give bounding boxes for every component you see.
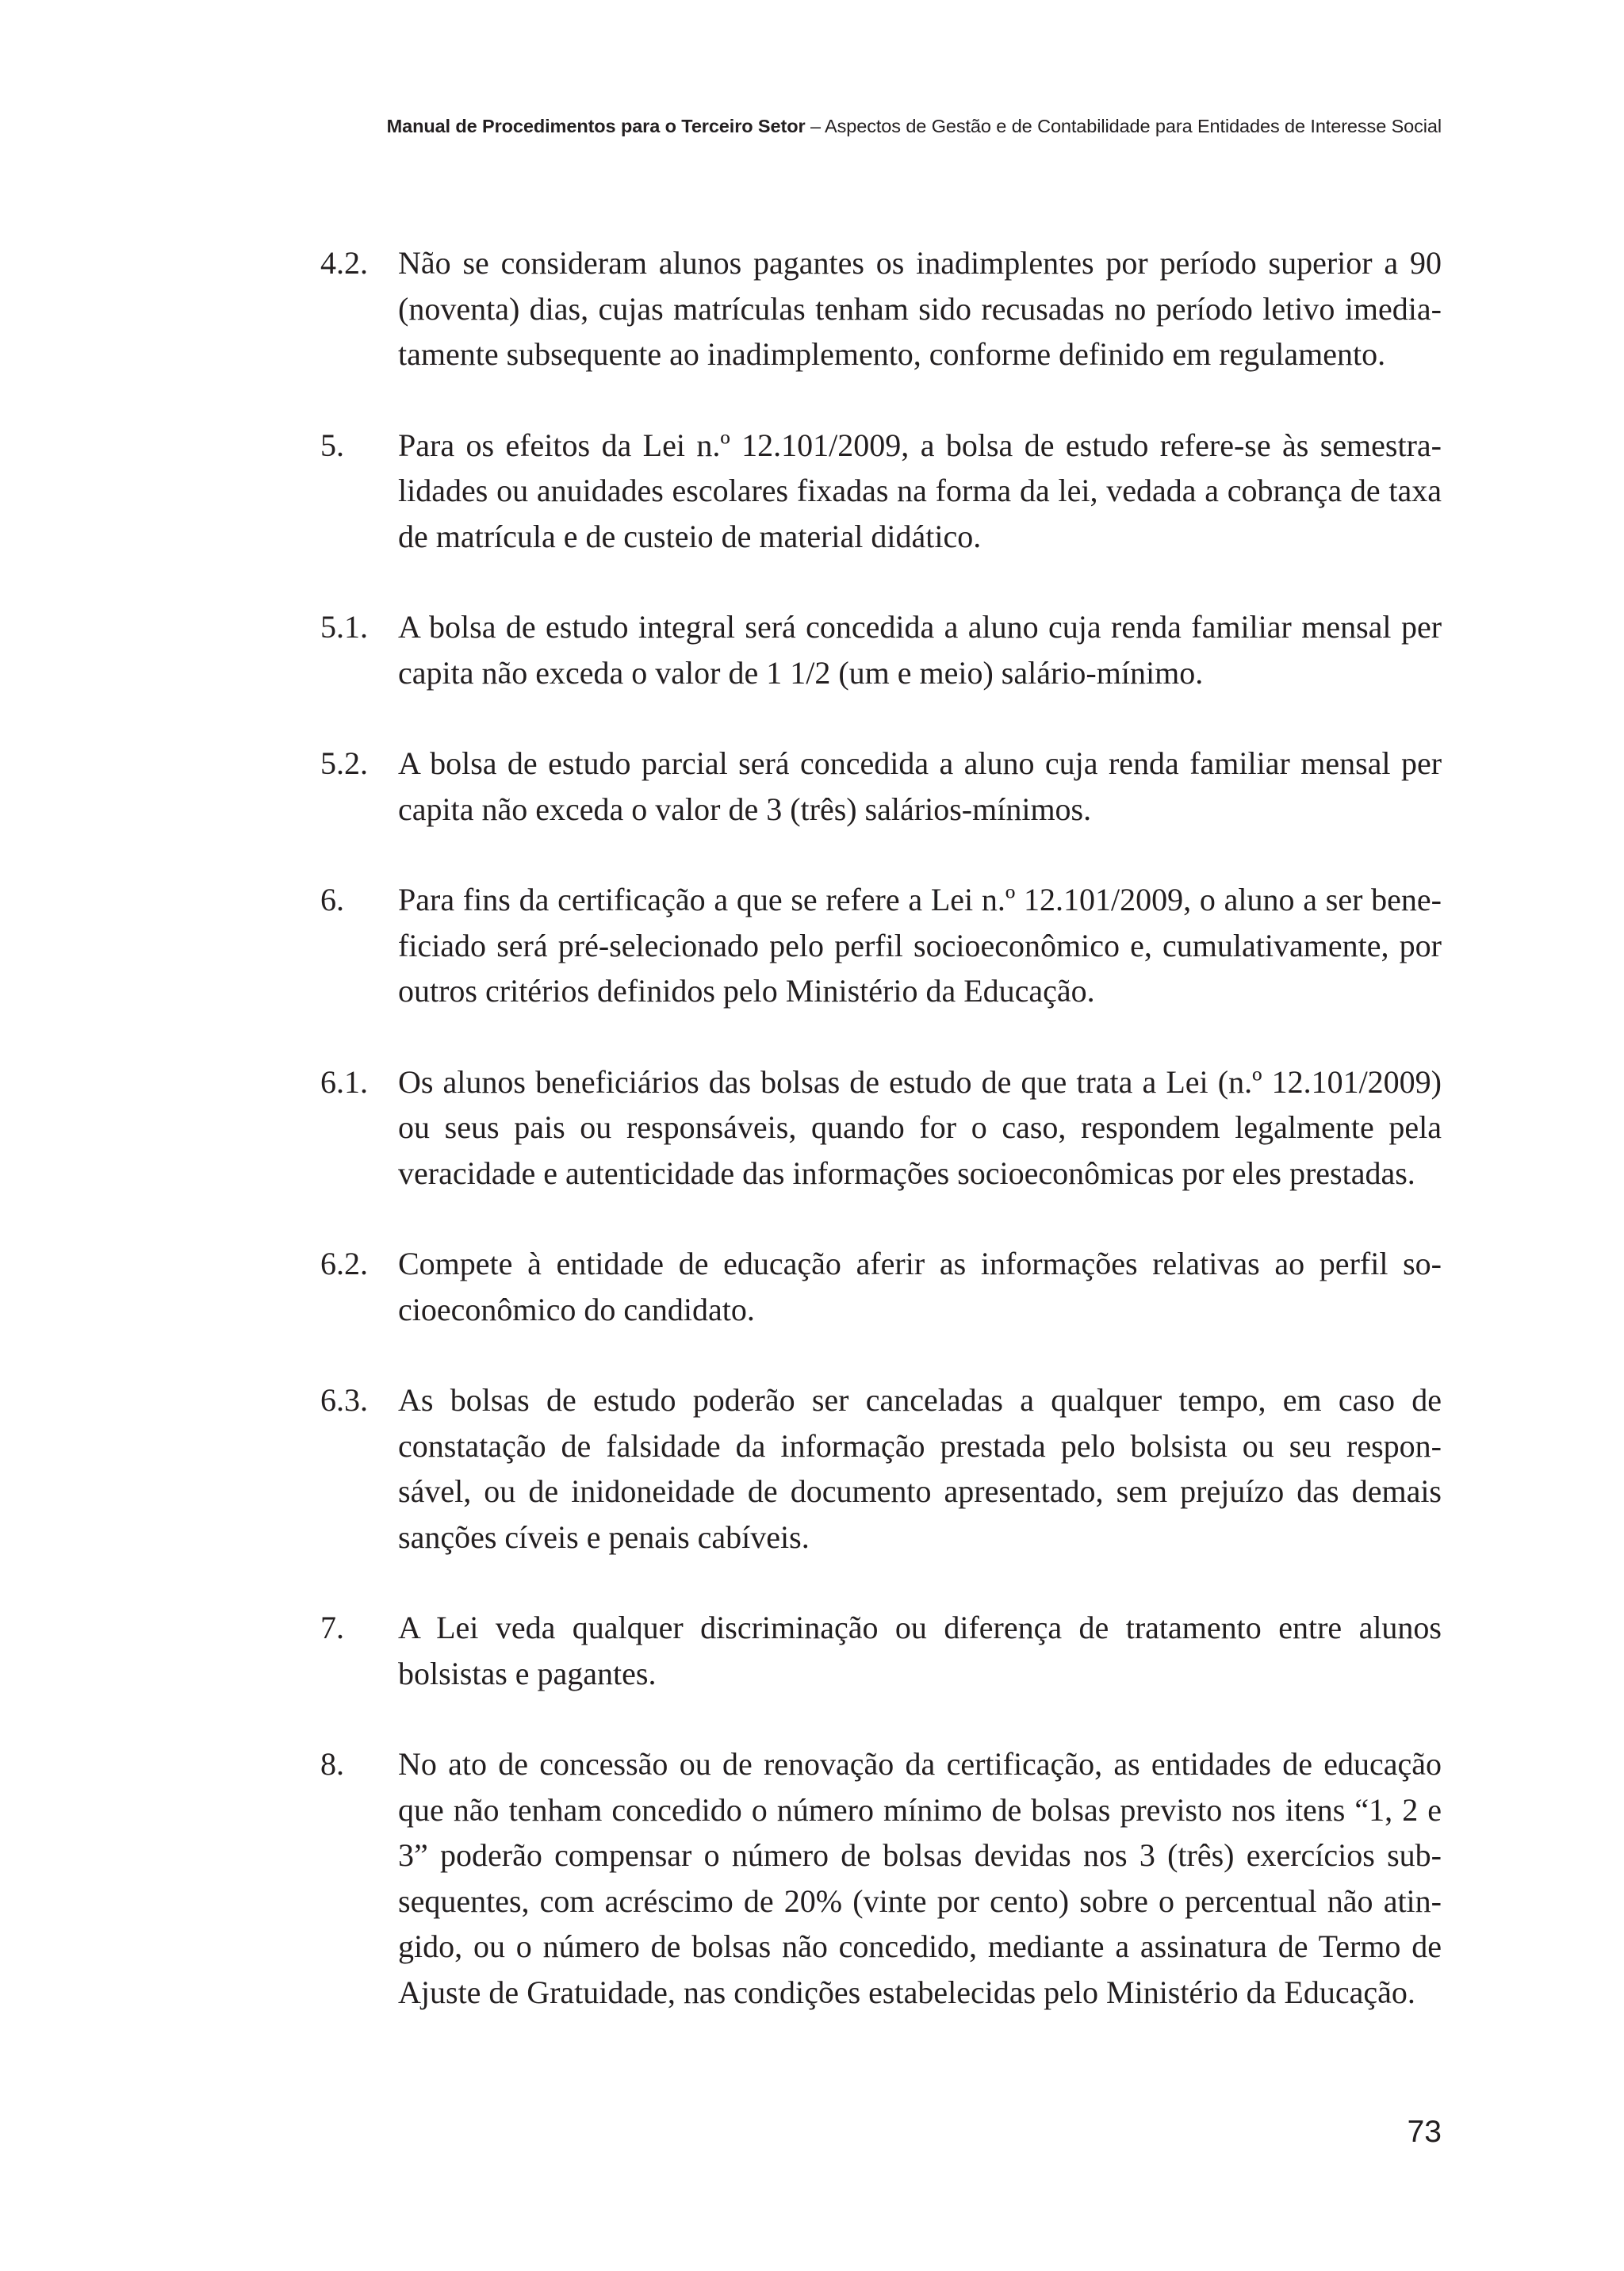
text-line: Ajuste de Gratuidade, nas condições estabelecidas pelo Ministério da Educação.	[398, 1974, 1415, 2010]
item-text	[398, 1377, 1442, 1560]
header-title-bold: Manual de Procedimentos para o Terceiro Setor	[386, 116, 806, 136]
text-line: ou seus pais ou responsáveis, quando for o caso, respondem legalmente pela	[398, 1109, 1442, 1145]
item-number: 6.1.	[320, 1063, 368, 1100]
item-text	[398, 423, 1442, 560]
text-line: taxa de matrícula e de custeio de material didático.	[398, 473, 1442, 554]
text-line: bolsistas e pagantes.	[398, 1655, 657, 1691]
numbered-item	[320, 1605, 1442, 1696]
item-number: 4.2.	[320, 245, 368, 281]
text-line: A Lei veda qualquer discriminação ou diferença de tratamento entre alunos	[398, 1610, 1442, 1645]
document-body	[320, 240, 1442, 2060]
text-line: Para os efeitos da Lei n.º 12.101/2009, a bolsa de estudo refere-se às semestra-	[398, 427, 1442, 463]
text-line: cioeconômico do candidato.	[398, 1291, 755, 1327]
text-line: lidades ou anuidades escolares fixadas na forma da lei, vedada a cobrança de	[398, 473, 1381, 508]
text-line: As bolsas de estudo poderão ser canceladas a qualquer tempo, em caso de	[398, 1382, 1442, 1418]
running-header	[387, 116, 1442, 137]
item-number: 5.1.	[320, 609, 368, 645]
text-line: sanções cíveis e penais cabíveis.	[398, 1518, 810, 1555]
text-line: Para fins da certificação a que se refere a Lei n.º 12.101/2009, o aluno a ser bene-	[398, 882, 1442, 917]
numbered-item	[320, 1377, 1442, 1560]
item-text	[398, 604, 1442, 695]
numbered-item	[320, 877, 1442, 1014]
text-line: constatação de falsidade da informação prestada pelo bolsista ou seu respon-	[398, 1427, 1442, 1464]
item-number: 6.	[320, 882, 344, 917]
text-line: gido, ou o número de bolsas não concedido, mediante a assinatura de Termo de	[398, 1928, 1442, 1964]
text-line: Os alunos beneficiários das bolsas de estudo de que trata a Lei (n.º 12.101/2009)	[398, 1063, 1442, 1100]
text-line: A bolsa de estudo integral será concedida a aluno cuja renda familiar mensal	[398, 609, 1392, 645]
text-line: Compete à entidade de educação aferir as informações relativas ao perfil so-	[398, 1246, 1442, 1281]
item-text	[398, 1059, 1442, 1197]
page-number: 73	[1407, 2115, 1442, 2149]
text-line: A bolsa de estudo parcial será concedida a aluno cuja renda familiar mensal	[398, 745, 1391, 781]
numbered-item	[320, 741, 1442, 832]
item-text	[398, 1241, 1442, 1332]
numbered-item	[320, 1059, 1442, 1197]
text-line: sequentes, com acréscimo de 20% (vinte por cento) sobre o percentual não atin-	[398, 1882, 1442, 1919]
numbered-item	[320, 604, 1442, 695]
item-number: 6.2.	[320, 1246, 368, 1281]
numbered-item	[320, 240, 1442, 377]
text-line: No ato de concessão ou de renovação da certificação, as entidades de educação	[398, 1746, 1442, 1782]
text-line: per capita não exceda o valor de 3 (três) salários-mínimos.	[398, 745, 1442, 827]
item-number: 5.	[320, 427, 344, 463]
text-line: ficiado será pré-selecionado pelo perfil socioeconômico e, cumulativamente, por	[398, 927, 1442, 963]
item-number: 6.3.	[320, 1382, 368, 1418]
text-line: e 3” poderão compensar o número de bolsas devidas nos 3 (três) exercícios sub-	[398, 1791, 1442, 1873]
header-title-subtitle: – Aspectos de Gestão e de Contabilidade para Entidades de Interesse Social	[805, 116, 1442, 136]
text-line: Não se consideram alunos pagantes os inadimplentes por período superior a 90	[398, 245, 1442, 281]
item-number: 7.	[320, 1610, 344, 1645]
item-number: 8.	[320, 1746, 344, 1782]
item-text	[398, 1741, 1442, 2015]
text-line: sável, ou de inidoneidade de documento apresentado, sem prejuízo das demais	[398, 1473, 1442, 1509]
text-line: (noventa) dias, cujas matrículas tenham sido recusadas no período letivo imedia-	[398, 290, 1442, 327]
text-line: per capita não exceda o valor de 1 1/2 (um e meio) salário-mínimo.	[398, 609, 1442, 691]
text-line: tamente subsequente ao inadimplemento, conforme definido em regulamento.	[398, 336, 1386, 372]
numbered-item	[320, 1741, 1442, 2015]
item-text	[398, 240, 1442, 377]
item-number: 5.2.	[320, 745, 368, 781]
item-text	[398, 741, 1442, 832]
item-text	[398, 1605, 1442, 1696]
text-line: que não tenham concedido o número mínimo de bolsas previsto nos itens “1, 2	[398, 1791, 1419, 1828]
item-text	[398, 877, 1442, 1014]
numbered-item	[320, 1241, 1442, 1332]
numbered-item	[320, 423, 1442, 560]
text-line: outros critérios definidos pelo Ministério da Educação.	[398, 973, 1095, 1009]
text-line: veracidade e autenticidade das informações socioeconômicas por eles prestadas.	[398, 1155, 1415, 1191]
